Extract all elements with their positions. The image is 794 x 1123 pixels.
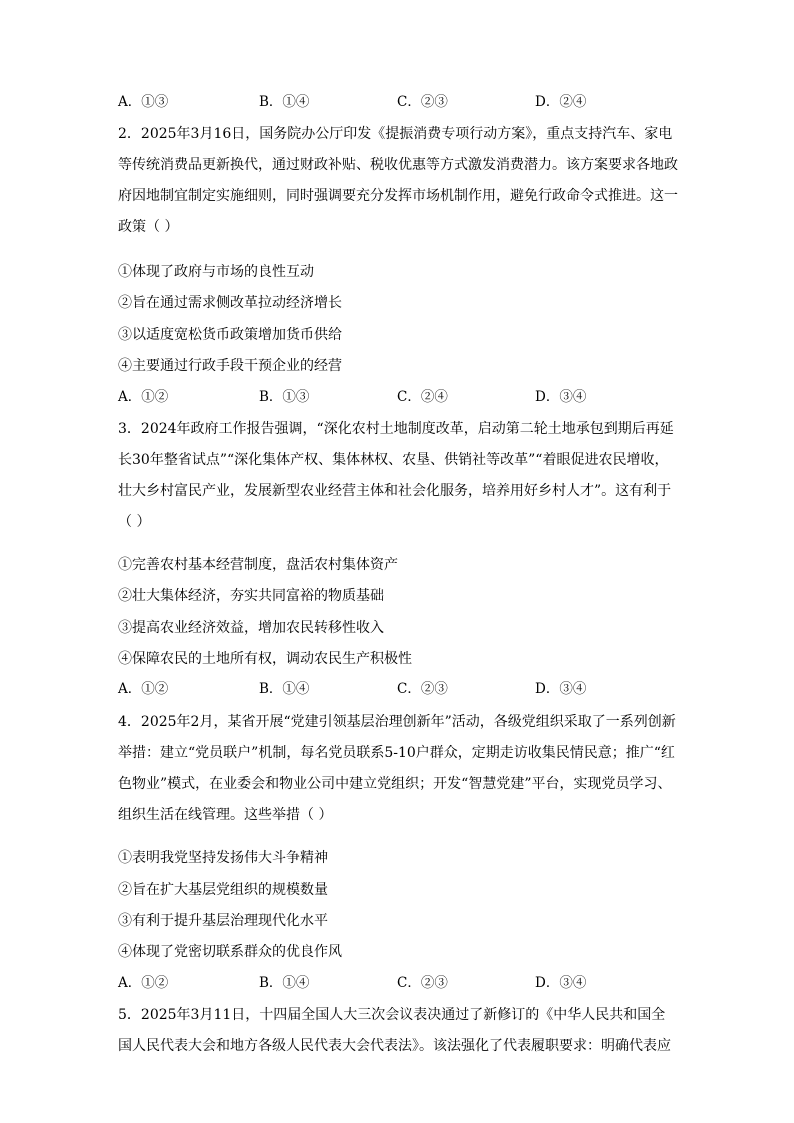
- q2-option-b[interactable]: B．①③: [259, 389, 310, 405]
- q3-choice-3: ③提高农业经济效益，增加农民转移性收入: [118, 620, 384, 636]
- q3-choice-4: ④保障农民的土地所有权，调动农民生产积极性: [118, 651, 412, 667]
- q2-choice-4: ④主要通过行政手段干预企业的经营: [118, 358, 342, 374]
- q2-choice-2: ②旨在通过需求侧改革拉动经济增长: [118, 295, 342, 311]
- q3-option-c[interactable]: C．②③: [397, 681, 448, 697]
- q1-option-b[interactable]: B．①④: [259, 94, 310, 110]
- q3-stem-line: 长30年整省试点”“深化集体产权、集体林权、农垦、供销社等改革”“着眼促进农民增收，: [118, 452, 669, 468]
- q3-options: [118, 679, 678, 699]
- q5-stem: [118, 1000, 678, 1062]
- q4-stem-line: 组织生活在线管理。这些举措（ ）: [118, 807, 333, 823]
- q2-stem: [118, 119, 678, 243]
- q4-choice-1: ①表明我党坚持发扬伟大斗争精神: [118, 850, 328, 866]
- q4-choice-2: ②旨在扩大基层党组织的规模数量: [118, 882, 328, 898]
- q4-option-b[interactable]: B．①④: [259, 975, 310, 991]
- q3-stem-line: 壮大乡村富民产业，发展新型农业经营主体和社会化服务，培养用好乡村人才”。这有利于: [118, 483, 672, 499]
- q4-stem-line: 举措：建立“党员联户”机制，每名党员联系5-10户群众，定期走访收集民情民意；推广“红: [118, 745, 675, 761]
- q1-option-c[interactable]: C．②③: [397, 94, 448, 110]
- q3-choice-2: ②壮大集体经济，夯实共同富裕的物质基础: [118, 588, 384, 604]
- q2-option-d[interactable]: D．③④: [535, 389, 587, 405]
- q3-choice-1: ①完善农村基本经营制度，盘活农村集体资产: [118, 557, 398, 573]
- q1-option-a[interactable]: A．①③: [118, 94, 169, 110]
- q4-stem-line: 4．2025年2月，某省开展“党建引领基层治理创新年”活动，各级党组织采取了一系列创新: [118, 714, 676, 730]
- q2-choice-3: ③以适度宽松货币政策增加货币供给: [118, 327, 342, 343]
- q5-stem-line: 5．2025年3月11日，十四届全国人大三次会议表决通过了新修订的《中华人民共和国全: [118, 1007, 666, 1023]
- q2-options: [118, 387, 678, 407]
- q2-stem-line: 等传统消费品更新换代，通过财政补贴、税收优惠等方式激发消费潜力。该方案要求各地政: [118, 157, 678, 173]
- q3-stem-line: 3．2024年政府工作报告强调，“深化农村土地制度改革，启动第二轮土地承包到期后再延: [118, 421, 674, 437]
- q4-option-d[interactable]: D．③④: [535, 975, 587, 991]
- q4-stem-line: 色物业”模式，在业委会和物业公司中建立党组织；开发“智慧党建”平台，实现党员学习、: [118, 776, 672, 792]
- q2-stem-line: 政策（ ）: [118, 219, 179, 235]
- q2-option-c[interactable]: C．②④: [397, 389, 448, 405]
- q3-option-a[interactable]: A．①②: [118, 681, 169, 697]
- q1-option-d[interactable]: D．②④: [535, 94, 587, 110]
- q3-option-b[interactable]: B．①④: [259, 681, 310, 697]
- q2-option-a[interactable]: A．①②: [118, 389, 169, 405]
- q1-options: [118, 92, 678, 112]
- q3-stem-line: （ ）: [118, 514, 151, 530]
- q3-option-d[interactable]: D．③④: [535, 681, 587, 697]
- q4-choice-3: ③有利于提升基层治理现代化水平: [118, 913, 328, 929]
- q2-choice-1: ①体现了政府与市场的良性互动: [118, 264, 314, 280]
- q4-choice-4: ④体现了党密切联系群众的优良作风: [118, 944, 342, 960]
- q4-option-c[interactable]: C．②③: [397, 975, 448, 991]
- q2-stem-line: 2．2025年3月16日，国务院办公厅印发《提振消费专项行动方案》，重点支持汽车、家电: [118, 126, 673, 142]
- q3-stem: [118, 414, 678, 538]
- q4-options: [118, 973, 678, 993]
- q5-stem-line: 国人民代表大会和地方各级人民代表大会代表法》。该法强化了代表履职要求：明确代表应: [118, 1038, 671, 1054]
- q2-stem-line: 府因地制宜制定实施细则，同时强调要充分发挥市场机制作用，避免行政命令式推进。这一: [118, 188, 678, 204]
- q4-option-a[interactable]: A．①②: [118, 975, 169, 991]
- q4-stem: [118, 707, 678, 831]
